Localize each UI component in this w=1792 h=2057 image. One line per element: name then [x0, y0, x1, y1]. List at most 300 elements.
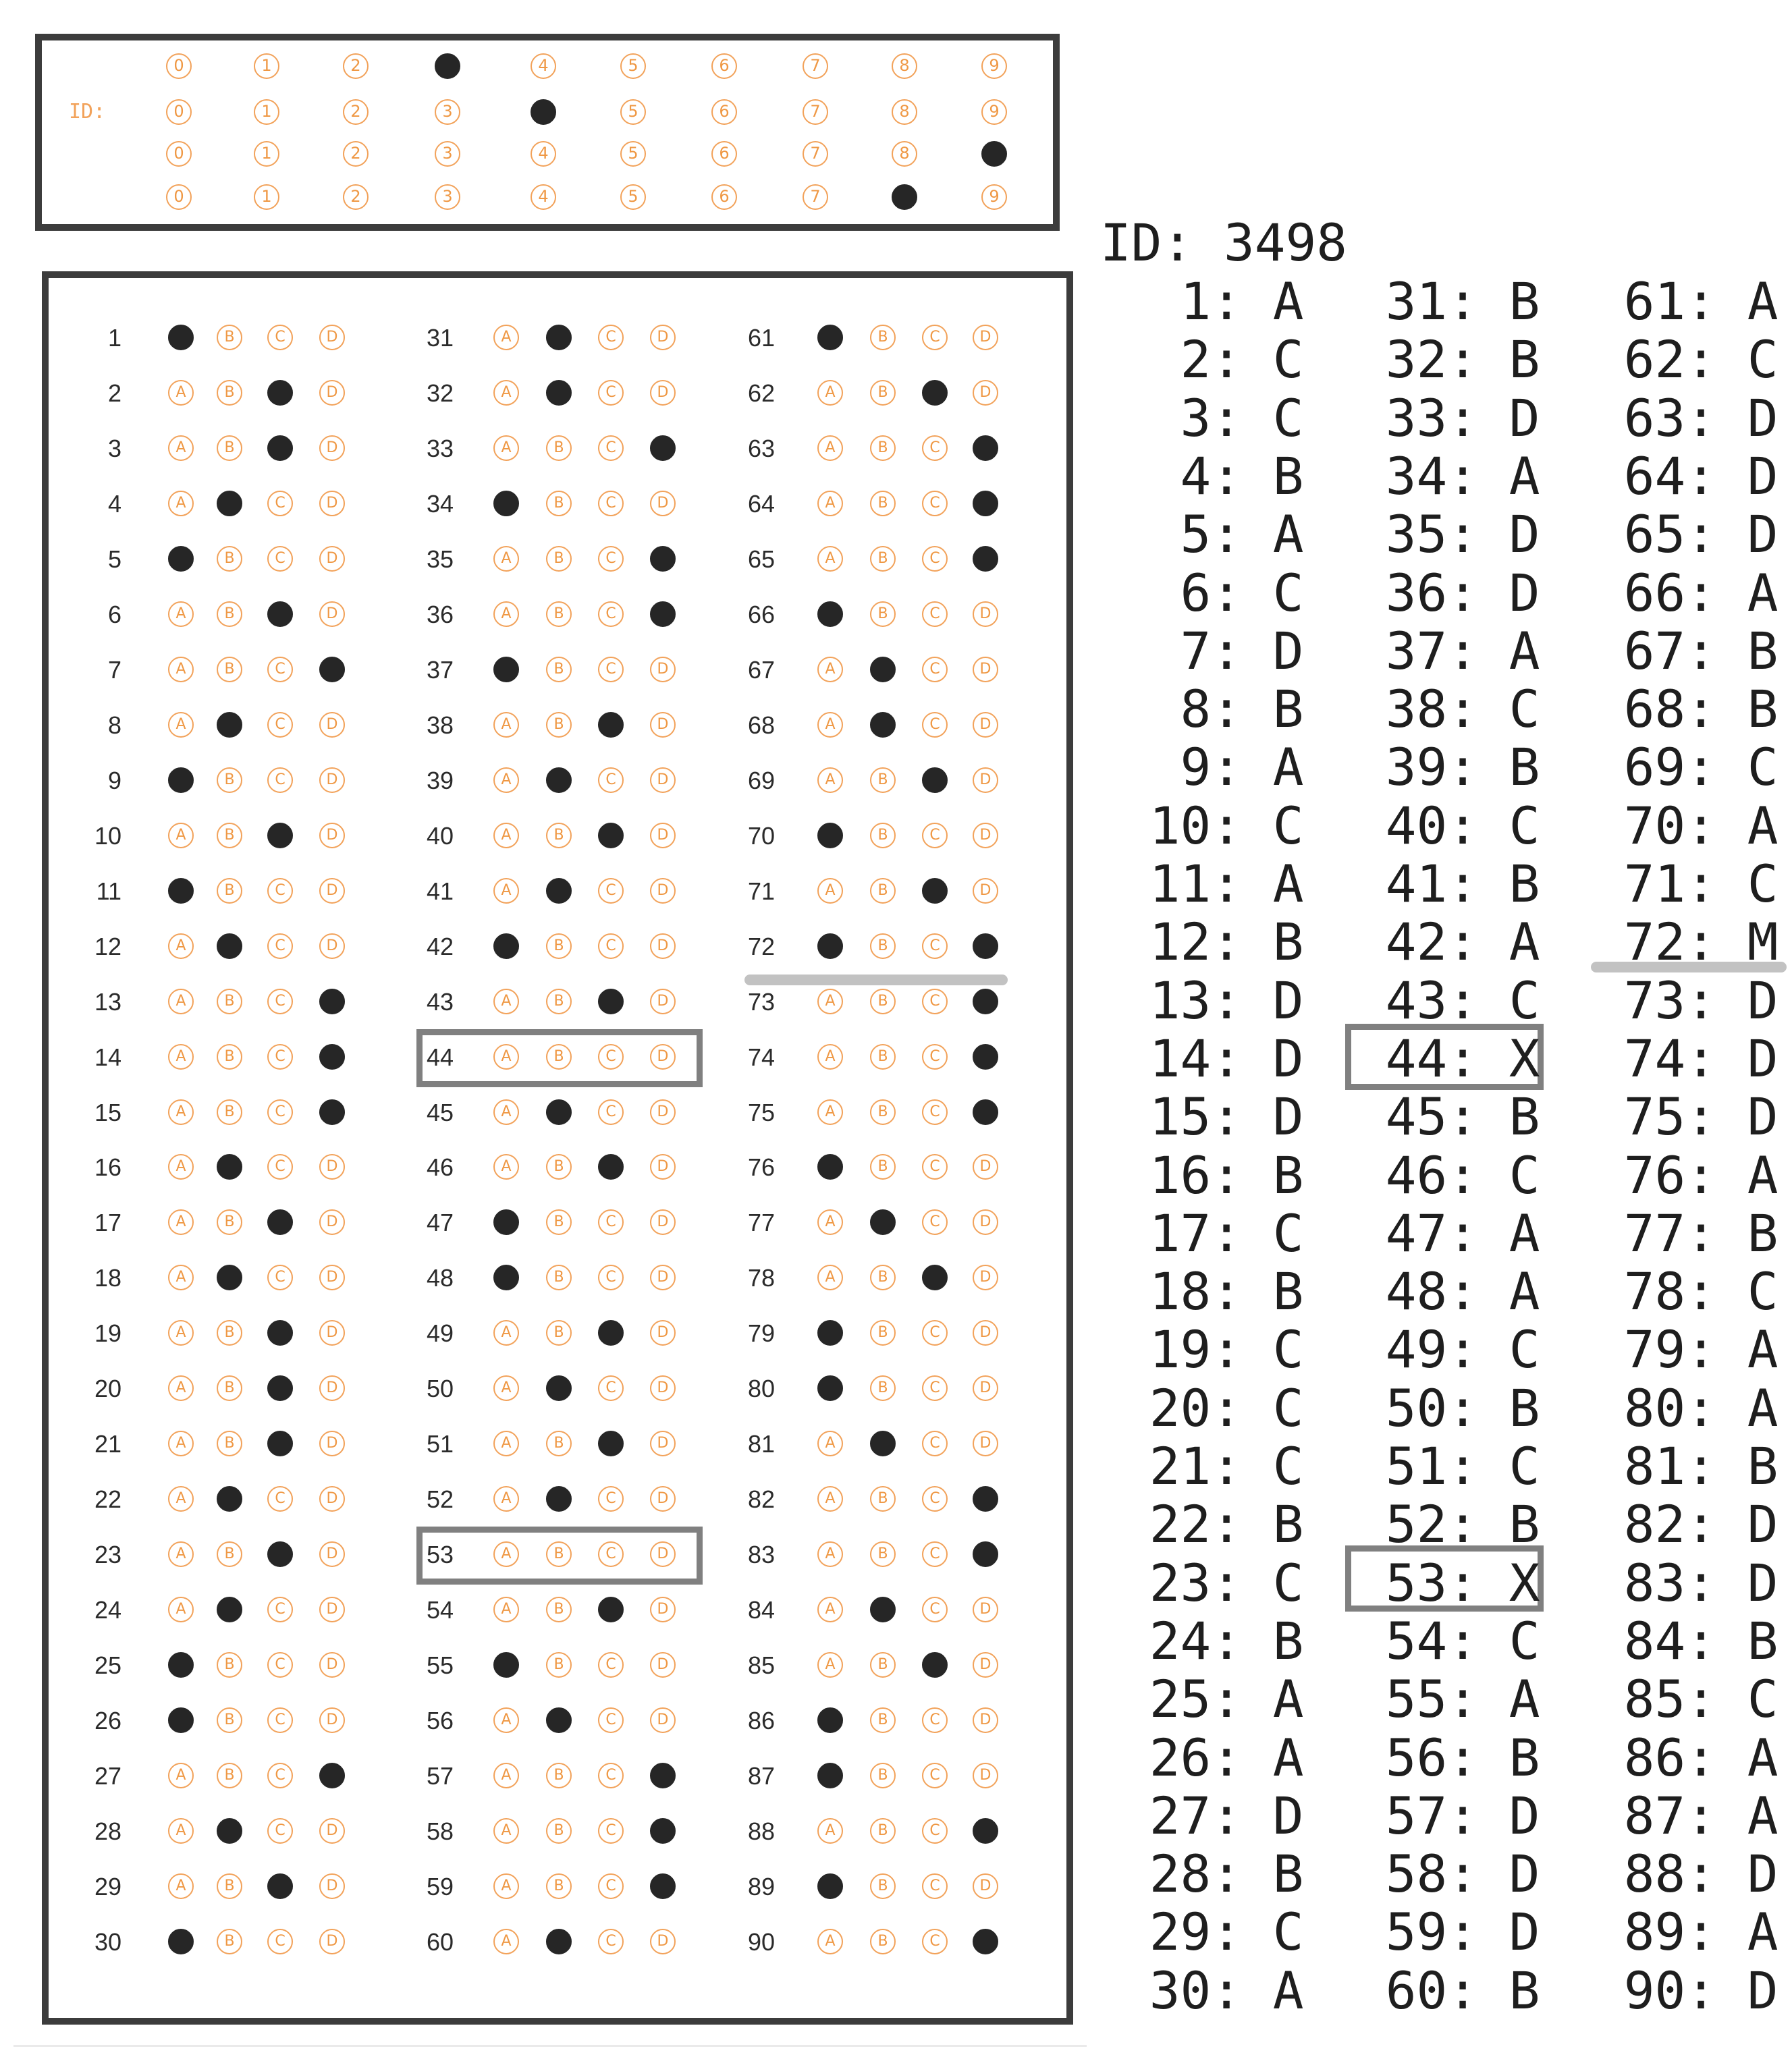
answer-bubble-d: D: [650, 1652, 676, 1678]
question-number: 15: [94, 1098, 121, 1126]
answer-bubble-b: [546, 1929, 572, 1954]
answer-bubble-c: [922, 1652, 948, 1678]
id-bubble-5: 5: [620, 53, 646, 79]
answer-bubble-a: A: [493, 1486, 519, 1512]
answer-bubble-a: [817, 1873, 843, 1899]
question-number: 64: [747, 489, 775, 518]
answer-entry: 1: A: [1180, 271, 1304, 331]
answer-bubble-b: B: [870, 767, 896, 793]
id-bubble-4: 4: [531, 141, 556, 167]
question-number: 85: [747, 1651, 775, 1680]
question-number: 32: [426, 379, 454, 407]
answer-bubble-a: A: [817, 491, 843, 516]
id-bubble-6: 6: [711, 184, 737, 210]
answer-entry: 9: A: [1180, 737, 1304, 798]
answer-bubble-a: [817, 1707, 843, 1733]
answer-bubble-a: A: [817, 1818, 843, 1844]
question-number: 53: [426, 1541, 454, 1569]
answer-bubble-c: C: [922, 546, 948, 572]
id-bubble-0: 0: [166, 184, 192, 210]
answer-bubble-b: B: [546, 989, 572, 1014]
answer-bubble-c: C: [598, 1763, 624, 1788]
answer-bubble-c: C: [922, 1541, 948, 1567]
answer-bubble-a: A: [493, 1375, 519, 1401]
answer-bubble-b: B: [870, 325, 896, 350]
answer-bubble-d: D: [319, 1265, 345, 1290]
answer-entry: 5: A: [1180, 504, 1304, 565]
answer-bubble-b: [217, 1486, 242, 1512]
question-number: 63: [747, 434, 775, 462]
answer-entry: 33: D: [1385, 387, 1540, 448]
answer-bubble-d: D: [650, 1154, 676, 1180]
answer-entry: 35: D: [1385, 504, 1540, 565]
answer-bubble-d: D: [973, 1763, 998, 1788]
answer-entry: 89: A: [1623, 1902, 1779, 1963]
answer-bubble-a: A: [493, 1320, 519, 1346]
answer-bubble-b: B: [217, 1763, 242, 1788]
answer-bubble-b: B: [870, 1320, 896, 1346]
answer-bubble-c: C: [598, 1873, 624, 1899]
question-number: 19: [94, 1319, 121, 1348]
answer-bubble-b: B: [870, 380, 896, 406]
answer-bubble-b: B: [870, 823, 896, 848]
id-label: ID:: [69, 100, 106, 124]
answer-bubble-a: A: [817, 767, 843, 793]
answer-bubble-d: D: [650, 1375, 676, 1401]
answer-bubble-a: [493, 1652, 519, 1678]
answer-bubble-c: C: [922, 1486, 948, 1512]
answer-bubble-b: [546, 325, 572, 350]
answer-bubble-b: [546, 878, 572, 904]
answer-bubble-d: D: [650, 767, 676, 793]
answer-bubble-d: D: [650, 1486, 676, 1512]
answer-bubble-c: [922, 878, 948, 904]
answer-bubble-b: B: [217, 1209, 242, 1235]
answer-entry: 43: C: [1385, 970, 1540, 1031]
id-bubble-9: [981, 141, 1007, 167]
answer-bubble-b: B: [870, 989, 896, 1014]
answer-bubble-a: [817, 325, 843, 350]
answer-entry: 64: D: [1623, 445, 1779, 506]
question-number: 37: [426, 655, 454, 684]
answer-bubble-c: C: [922, 1763, 948, 1788]
id-bubble-5: 5: [620, 141, 646, 167]
answer-bubble-a: A: [493, 1818, 519, 1844]
question-number: 88: [747, 1817, 775, 1846]
id-bubble-7: 7: [803, 53, 828, 79]
answer-bubble-a: A: [817, 1209, 843, 1235]
answer-bubble-d: [973, 1541, 998, 1567]
question-number: 5: [107, 545, 121, 573]
answer-bubble-a: A: [817, 380, 843, 406]
answer-bubble-b: B: [870, 1154, 896, 1180]
answer-bubble-d: D: [973, 325, 998, 350]
question-number: 4: [107, 489, 121, 518]
question-number: 87: [747, 1762, 775, 1790]
answer-bubble-b: B: [870, 1099, 896, 1125]
answer-bubble-b: B: [546, 823, 572, 848]
answer-bubble-d: [319, 1099, 345, 1125]
answer-bubble-d: D: [319, 712, 345, 738]
answer-bubble-d: D: [650, 1541, 676, 1567]
answer-bubble-b: [217, 1818, 242, 1844]
answer-bubble-c: C: [598, 491, 624, 516]
answer-bubble-c: C: [267, 933, 293, 959]
answer-bubble-a: A: [493, 325, 519, 350]
answer-bubble-c: C: [598, 933, 624, 959]
answer-entry: 44: X: [1385, 1028, 1540, 1089]
answer-bubble-a: A: [817, 712, 843, 738]
question-number: 76: [747, 1153, 775, 1182]
id-bubble-5: 5: [620, 99, 646, 125]
answer-bubble-d: D: [319, 1873, 345, 1899]
answer-bubble-c: C: [922, 1873, 948, 1899]
question-number: 34: [426, 489, 454, 518]
answer-bubble-c: [922, 767, 948, 793]
answer-entry: 38: C: [1385, 679, 1540, 740]
answer-bubble-b: B: [217, 1431, 242, 1456]
id-bubble-3: 3: [435, 184, 460, 210]
answer-bubble-d: [319, 989, 345, 1014]
question-number: 61: [747, 324, 775, 352]
answer-bubble-d: D: [973, 712, 998, 738]
answer-bubble-c: C: [922, 989, 948, 1014]
question-number: 28: [94, 1817, 121, 1846]
answer-bubble-a: A: [168, 1873, 194, 1899]
answer-bubble-c: [267, 601, 293, 627]
id-bubble-2: 2: [343, 99, 369, 125]
answer-bubble-a: [168, 325, 194, 350]
answer-bubble-b: [217, 933, 242, 959]
answer-bubble-a: A: [493, 878, 519, 904]
answer-bubble-a: A: [493, 1541, 519, 1567]
question-number: 60: [426, 1928, 454, 1956]
answer-bubble-b: B: [870, 1707, 896, 1733]
answer-bubble-c: C: [267, 1652, 293, 1678]
answer-bubble-c: C: [598, 1099, 624, 1125]
answer-bubble-b: B: [546, 1763, 572, 1788]
answer-bubble-d: [973, 1044, 998, 1070]
answer-bubble-a: A: [817, 878, 843, 904]
answer-bubble-c: [598, 1597, 624, 1622]
answer-bubble-b: B: [546, 546, 572, 572]
question-number: 54: [426, 1596, 454, 1624]
answer-bubble-a: [817, 823, 843, 848]
answer-entry: 61: A: [1623, 271, 1779, 331]
answer-entry: 68: B: [1623, 679, 1779, 740]
answer-bubble-d: D: [650, 1431, 676, 1456]
answer-entry: 62: C: [1623, 329, 1779, 390]
answer-entry: 65: D: [1623, 504, 1779, 565]
id-bubble-4: 4: [531, 53, 556, 79]
answer-bubble-d: D: [973, 1873, 998, 1899]
answer-entry: 26: A: [1149, 1727, 1304, 1788]
answer-bubble-a: A: [168, 1818, 194, 1844]
answer-bubble-c: C: [922, 601, 948, 627]
answer-entry: 17: C: [1149, 1203, 1304, 1263]
answer-bubble-c: C: [598, 1652, 624, 1678]
answer-bubble-d: D: [973, 1209, 998, 1235]
answer-bubble-a: A: [168, 1431, 194, 1456]
answer-entry: 53: X: [1385, 1552, 1540, 1613]
answer-entry: 23: C: [1149, 1552, 1304, 1613]
question-number: 81: [747, 1430, 775, 1458]
answer-entry: 63: D: [1623, 387, 1779, 448]
answer-bubble-d: D: [650, 1707, 676, 1733]
answer-bubble-a: A: [168, 1209, 194, 1235]
answer-bubble-d: D: [650, 380, 676, 406]
answer-bubble-a: A: [168, 1763, 194, 1788]
id-bubble-1: 1: [254, 99, 279, 125]
answer-bubble-d: D: [319, 1320, 345, 1346]
answer-bubble-d: D: [319, 1375, 345, 1401]
answer-entry: 4: B: [1180, 445, 1304, 506]
answer-bubble-d: D: [319, 435, 345, 461]
answer-bubble-d: D: [650, 933, 676, 959]
id-bubble-8: [892, 184, 917, 210]
answer-bubble-a: A: [168, 657, 194, 682]
answer-bubble-b: B: [217, 601, 242, 627]
answer-bubble-a: [817, 601, 843, 627]
answer-bubble-c: C: [598, 435, 624, 461]
answer-entry: 75: D: [1623, 1087, 1779, 1147]
question-number: 69: [747, 766, 775, 794]
answer-bubble-b: B: [546, 657, 572, 682]
answer-bubble-d: [650, 1763, 676, 1788]
answer-bubble-d: D: [650, 1209, 676, 1235]
answer-bubble-d: D: [319, 933, 345, 959]
id-bubble-6: 6: [711, 141, 737, 167]
answer-bubble-b: [546, 380, 572, 406]
answer-bubble-c: C: [598, 657, 624, 682]
answer-bubble-b: [217, 712, 242, 738]
question-number: 47: [426, 1209, 454, 1237]
answer-bubble-d: D: [973, 657, 998, 682]
answer-bubble-b: B: [546, 1320, 572, 1346]
answer-entry: 39: B: [1385, 737, 1540, 798]
answer-bubble-c: C: [267, 546, 293, 572]
answer-entry: 51: C: [1385, 1436, 1540, 1496]
answer-bubble-a: A: [168, 1154, 194, 1180]
answer-bubble-b: B: [217, 1375, 242, 1401]
answer-bubble-b: B: [217, 1044, 242, 1070]
answer-bubble-a: A: [817, 1486, 843, 1512]
answer-bubble-c: [267, 1873, 293, 1899]
answer-bubble-c: C: [922, 823, 948, 848]
question-number: 83: [747, 1541, 775, 1569]
answer-entry: 56: B: [1385, 1727, 1540, 1788]
answer-entry: 78: C: [1623, 1261, 1779, 1322]
question-number: 67: [747, 655, 775, 684]
question-number: 40: [426, 821, 454, 850]
answer-entry: 22: B: [1149, 1494, 1304, 1555]
answer-bubble-c: C: [598, 767, 624, 793]
answer-bubble-d: [973, 1929, 998, 1954]
answer-bubble-d: [973, 1486, 998, 1512]
answer-bubble-a: A: [168, 933, 194, 959]
answer-entry: 37: A: [1385, 620, 1540, 681]
answer-bubble-c: [598, 712, 624, 738]
answer-bubble-c: C: [267, 1818, 293, 1844]
answer-bubble-d: D: [319, 1154, 345, 1180]
answer-bubble-d: D: [650, 657, 676, 682]
question-number: 16: [94, 1153, 121, 1182]
answer-entry: 6: C: [1180, 562, 1304, 623]
answer-bubble-c: C: [267, 491, 293, 516]
answer-bubble-c: C: [922, 712, 948, 738]
answer-bubble-a: A: [493, 546, 519, 572]
question-number: 82: [747, 1485, 775, 1514]
answer-bubble-c: C: [922, 325, 948, 350]
answer-entry: 88: D: [1623, 1844, 1779, 1904]
answer-bubble-d: [650, 435, 676, 461]
answer-bubble-d: [973, 1099, 998, 1125]
question-number: 56: [426, 1707, 454, 1735]
answer-bubble-c: [598, 823, 624, 848]
answer-bubble-a: A: [817, 657, 843, 682]
answer-entry: 27: D: [1149, 1785, 1304, 1846]
answer-bubble-c: C: [922, 933, 948, 959]
question-number: 89: [747, 1873, 775, 1901]
question-number: 84: [747, 1596, 775, 1624]
answer-bubble-b: B: [217, 1873, 242, 1899]
answer-bubble-a: [168, 1707, 194, 1733]
question-number: 12: [94, 932, 121, 960]
answer-bubble-d: D: [319, 1209, 345, 1235]
answer-entry: 45: B: [1385, 1087, 1540, 1147]
answer-bubble-a: [817, 1763, 843, 1788]
answer-entry: 86: A: [1623, 1727, 1779, 1788]
id-bubble-9: 9: [981, 53, 1007, 79]
answer-bubble-b: B: [870, 1265, 896, 1290]
answer-bubble-a: [493, 491, 519, 516]
answer-bubble-c: C: [267, 878, 293, 904]
answer-bubble-a: [168, 878, 194, 904]
answer-bubble-b: [217, 1597, 242, 1622]
id-bubble-3: 3: [435, 141, 460, 167]
question-number: 3: [107, 434, 121, 462]
question-number: 62: [747, 379, 775, 407]
answer-bubble-a: A: [168, 1320, 194, 1346]
question-number: 7: [107, 655, 121, 684]
question-number: 79: [747, 1319, 775, 1348]
answer-bubble-c: C: [598, 1209, 624, 1235]
answer-bubble-a: A: [817, 1044, 843, 1070]
question-number: 27: [94, 1762, 121, 1790]
answer-entry: 28: B: [1149, 1844, 1304, 1904]
question-number: 45: [426, 1098, 454, 1126]
id-bubble-7: 7: [803, 99, 828, 125]
answer-bubble-a: A: [817, 435, 843, 461]
answer-entry: 52: B: [1385, 1494, 1540, 1555]
answer-bubble-d: D: [650, 1597, 676, 1622]
answer-bubble-b: B: [546, 1597, 572, 1622]
answer-bubble-a: [168, 1652, 194, 1678]
answer-entry: 76: A: [1623, 1145, 1779, 1205]
answer-entry: 57: D: [1385, 1785, 1540, 1846]
answer-bubble-d: [973, 1818, 998, 1844]
question-number: 58: [426, 1817, 454, 1846]
answer-bubble-a: [168, 767, 194, 793]
id-bubble-2: 2: [343, 141, 369, 167]
answer-bubble-a: A: [168, 380, 194, 406]
answer-bubble-b: B: [546, 1541, 572, 1567]
answer-bubble-a: A: [168, 712, 194, 738]
question-number: 2: [107, 379, 121, 407]
answer-bubble-c: C: [598, 1818, 624, 1844]
id-bubble-8: 8: [892, 99, 917, 125]
answer-entry: 13: D: [1149, 970, 1304, 1031]
answer-entry: 2: C: [1180, 329, 1304, 390]
question-number: 70: [747, 821, 775, 850]
answer-bubble-a: A: [817, 1929, 843, 1954]
answer-bubble-c: [267, 823, 293, 848]
answer-bubble-b: [870, 1597, 896, 1622]
answer-bubble-b: B: [546, 933, 572, 959]
answer-bubble-d: D: [650, 1044, 676, 1070]
answer-bubble-d: D: [973, 1707, 998, 1733]
id-bubble-9: 9: [981, 184, 1007, 210]
question-number: 44: [426, 1043, 454, 1071]
answer-bubble-d: [973, 435, 998, 461]
answer-bubble-b: [546, 767, 572, 793]
question-number: 26: [94, 1707, 121, 1735]
answer-entry: 31: B: [1385, 271, 1540, 331]
answer-bubble-b: B: [870, 1486, 896, 1512]
answer-entry: 85: C: [1623, 1669, 1779, 1730]
answer-bubble-d: D: [319, 491, 345, 516]
answer-bubble-d: [650, 1873, 676, 1899]
answer-bubble-a: A: [168, 1265, 194, 1290]
id-bubble-2: 2: [343, 184, 369, 210]
answer-entry: 29: C: [1149, 1902, 1304, 1963]
question-number: 33: [426, 434, 454, 462]
answer-bubble-d: D: [650, 989, 676, 1014]
answer-bubble-a: A: [493, 767, 519, 793]
answer-bubble-a: A: [493, 601, 519, 627]
answer-bubble-a: A: [493, 1431, 519, 1456]
answer-bubble-a: [168, 546, 194, 572]
question-number: 24: [94, 1596, 121, 1624]
answer-entry: 10: C: [1149, 795, 1304, 856]
answer-entry: 81: B: [1623, 1436, 1779, 1496]
id-bubble-7: 7: [803, 141, 828, 167]
answer-bubble-c: C: [922, 1707, 948, 1733]
answer-bubble-b: B: [217, 878, 242, 904]
answer-bubble-a: A: [168, 1486, 194, 1512]
answer-bubble-a: A: [817, 989, 843, 1014]
question-number: 39: [426, 766, 454, 794]
id-bubble-0: 0: [166, 99, 192, 125]
answer-bubble-b: B: [217, 380, 242, 406]
answer-bubble-a: A: [493, 1929, 519, 1954]
answer-bubble-b: [546, 1486, 572, 1512]
answer-bubble-a: A: [493, 1707, 519, 1733]
scan-edge: [13, 2045, 1087, 2047]
answer-bubble-d: D: [973, 601, 998, 627]
answer-bubble-d: D: [650, 878, 676, 904]
answer-bubble-d: D: [319, 601, 345, 627]
answer-bubble-b: B: [870, 1541, 896, 1567]
answer-bubble-c: C: [598, 380, 624, 406]
answer-bubble-c: C: [598, 1541, 624, 1567]
answer-entry: 7: D: [1180, 620, 1304, 681]
answer-bubble-b: [217, 491, 242, 516]
question-number: 21: [94, 1430, 121, 1458]
answer-entry: 18: B: [1149, 1261, 1304, 1322]
answer-bubble-d: D: [319, 1431, 345, 1456]
id-bubble-4: [531, 99, 556, 125]
